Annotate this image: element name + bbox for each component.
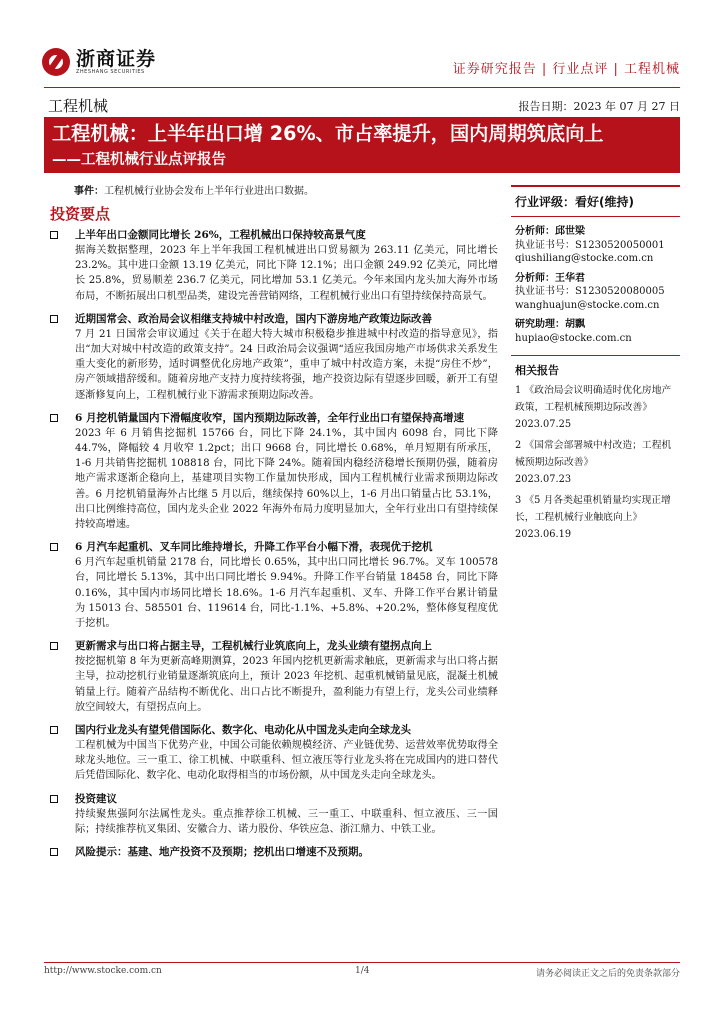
analyst-role: 分析师： (515, 226, 555, 237)
analyst-role: 研究助理： (515, 319, 565, 330)
key-point-body: 7 月 21 日国常会审议通过《关于在超大特大城市积极稳步推进城中村改造的指导意见》，指出“加大对城中村改造的政策支持”。24 日政治局会议强调“适应我国房地产市场供求关系发生重大变化的新形势，适时调整优化房地产政策”，重申了城中村改造方案，未提“房住不炒”，房产领域措辞缓和。随着房地产支持力度持续将强，地产投资边际有望逐步回暖，新开工有望逐渐修复向上，工程机械行业下游需求预期边际改善。 (75, 328, 498, 401)
key-point (48, 312, 498, 403)
key-point-heading: 上半年出口金额同比增长 26%，工程机械出口保持较高景气度 (75, 229, 366, 241)
sector-label: 工程机械 (48, 97, 109, 115)
related-report-title[interactable]: 2 《国常会部署城中村改造；工程机械预期边际改善》 (515, 440, 672, 468)
related-report-date: 2023.07.23 (515, 474, 572, 485)
report-date: 报告日期：2023 年 07 月 27 日 (518, 100, 680, 113)
key-point-body: 2023 年 6 月销售挖掘机 15766 台，同比下降 24.1%，其中国内 6098 台，同比下降 44.7%，降幅较 4 月收窄 1.2pct；出口 9668 台，同比增长 0.68%，单月短期有所承压，1-6 月共销售挖掘机 108818 台，同比下降 24%。随着国内稳经济稳增长预期仍强，随着房地产需求逐渐企稳向上，基建项目实物工作量加快形成，国内工程机械行业需求预期边际改善。6 月挖机销量海外占比继 5 月以后，继续保持 60%以上，1-6 月出口销量占比 53.1%，出口比例维持高位，国内龙头企业 2022 年海外布局力度明显加大，全年行业出口有望持续保持较高增速。 (75, 427, 498, 531)
event-line (74, 182, 314, 197)
analyst-name: 邱世梁 (555, 226, 585, 237)
related-report[interactable] (511, 492, 680, 543)
analyst-email[interactable]: hupiao@stocke.com.cn (515, 332, 632, 344)
related-report[interactable] (511, 382, 680, 433)
analyst-role: 分析师： (515, 272, 555, 284)
checkbox-icon (50, 642, 58, 650)
key-point (48, 845, 498, 860)
report-title: 工程机械：上半年出口增 26%、市占率提升，国内周期筑底向上 (52, 122, 604, 145)
analyst (515, 225, 680, 266)
analyst-name: 王华君 (555, 272, 585, 284)
analyst-cert: 执业证书号：S1230520050001 (515, 239, 665, 251)
section-title: 投资要点 (50, 205, 111, 223)
key-point (48, 792, 498, 837)
analyst-cert: 执业证书号：S1230520080005 (515, 286, 665, 297)
analyst (515, 272, 680, 313)
key-point-body: 6 月汽车起重机销量 2178 台，同比增长 0.65%，其中出口同比增长 96.7%。叉车 100578 台，同比增长 5.13%，其中出口同比增长 9.94%。升降工作平台销量 18458 台，同比下降 0.16%，其中国内市场同比增长 18.6%。1-6 月汽车起重机、叉车、升降工作平台累计销量为 15013 台、585501 台、119614 台，同比-1.1%、+5.8%、+20.2%，整体修复程度优于挖机。 (75, 557, 498, 630)
related-reports-title: 相关报告 (511, 355, 680, 382)
report-tags: 证券研究报告 | 行业点评 | 工程机械 (452, 62, 680, 77)
checkbox-icon (50, 315, 58, 323)
checkbox-icon (50, 231, 58, 239)
key-point (48, 228, 498, 304)
logo-name-en: ZHESHANG SECURITIES (76, 69, 145, 75)
checkbox-icon (50, 543, 58, 551)
related-report-title[interactable]: 1 《政治局会议明确适时优化房地产政策，工程机械预期边际改善》 (515, 385, 672, 413)
analyst-email[interactable]: qiushiliang@stocke.com.cn (515, 253, 654, 264)
key-point-heading: 6 月挖机销量国内下滑幅度收窄，国内预期边际改善，全年行业出口有望保持高增速 (75, 411, 464, 424)
key-point-heading: 6 月汽车起重机、叉车同比维持增长，升降工作平台小幅下滑，表现优于挖机 (75, 541, 433, 554)
checkbox-icon (50, 726, 58, 734)
sidebar (511, 185, 680, 547)
event-label: 事件： (74, 186, 104, 197)
footer-url[interactable]: http://www.stocke.com.cn (44, 966, 162, 976)
checkbox-icon (50, 414, 58, 422)
analyst-email[interactable]: wanghuajun@stocke.com.cn (515, 299, 660, 311)
disclaimer-note: 请务必阅读正文之后的免责条款部分 (535, 969, 680, 979)
key-point-body: 持续聚焦强阿尔法属性龙头。重点推荐徐工机械、三一重工、中联重科、恒立液压、三一国际；持续推荐杭叉集团、安徽合力、诺力股份、华铁应急、浙江鼎力、中铁工业。 (75, 808, 498, 835)
key-point-body: 按挖掘机第 8 年为更新高峰期测算，2023 年国内挖机更新需求触底，更新需求与出口将占据主导，拉动挖机行业销量逐渐筑底向上，预计 2023 年挖机、起重机械销量见底，混凝土机械销量上行。随着产品结构不断优化、出口占比不断提升，盈利能力有望上行，龙头公司业绩释放空间较大，有望拐点向上。 (75, 656, 498, 713)
key-point-heading: 国内行业龙头有望凭借国际化、数字化、电动化从中国龙头走向全球龙头 (75, 724, 411, 737)
key-point (48, 411, 498, 532)
footer-divider (44, 962, 680, 963)
key-point (48, 540, 498, 631)
key-point-heading: 近期国常会、政治局会议相继支持城中村改造，国内下游房地产政策边际改善 (75, 312, 432, 325)
related-report-title[interactable]: 3 《5 月各类起重机销量均实现正增长，工程机械行业触底向上》 (515, 495, 671, 523)
header-divider (44, 87, 680, 88)
related-report[interactable] (511, 437, 680, 488)
analyst-list (511, 225, 680, 345)
event-text: 工程机械行业协会发布上半年行业进出口数据。 (104, 186, 314, 197)
industry-rating: 行业评级：看好(维持) (511, 185, 680, 217)
checkbox-icon (50, 795, 58, 803)
related-report-date: 2023.06.19 (515, 529, 572, 540)
key-point (48, 723, 498, 784)
analyst (515, 318, 680, 345)
report-subtitle: ——工程机械行业点评报告 (52, 152, 226, 168)
key-point-heading: 更新需求与出口将占据主导，工程机械行业筑底向上，龙头业绩有望拐点向上 (75, 640, 432, 653)
key-point-heading: 投资建议 (75, 792, 117, 805)
key-points (48, 228, 498, 868)
related-report-date: 2023.07.25 (515, 419, 572, 430)
key-point-body: 工程机械为中国当下优势产业，中国公司能依赖规模经济、产业链优势、运营效率优势取得全球龙头地位。三一重工、徐工机械、中联重科、恒立液压等行业龙头将在完成国内的进口替代后凭借国际化、数字化、电动化取得相当的市场份额，从中国龙头走向全球龙头。 (75, 740, 498, 782)
analyst-name: 胡飘 (565, 319, 585, 330)
company-logo (42, 48, 156, 76)
logo-name: 浙商证券 (76, 48, 157, 70)
title-banner (44, 117, 680, 173)
key-point-body: 据海关数据整理，2023 年上半年我国工程机械进出口贸易额为 263.11 亿美元，同比增长 23.2%。其中进口金额 13.19 亿美元，同比下降 12.1%；出口金额 249.92 亿美元，同比增长 25.8%，贸易顺差 236.7 亿美元，同比增加 53.1 亿美元。今年来国内龙头加大海外市场布局，不断拓展出口机型品类，建设完善营销网络，工程机械行业出口有望持续保持高景气。 (75, 245, 498, 302)
key-point (48, 639, 498, 715)
checkbox-icon (50, 848, 58, 856)
page-number: 1/4 (355, 966, 370, 976)
risk-warning: 风险提示：基建、地产投资不及预期；挖机出口增速不及预期。 (75, 846, 369, 859)
logo-icon (42, 48, 70, 76)
